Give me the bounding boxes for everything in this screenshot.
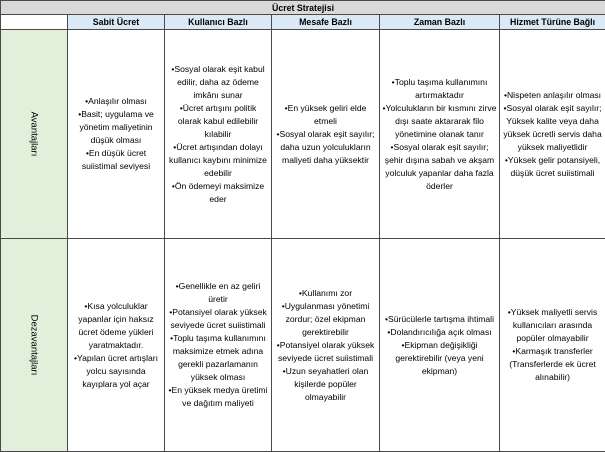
bullet-item: •Uygulanması yönetimi zordur; özel ekipman gerektirebilir [281, 300, 370, 337]
bullet-item: •Yolculukların bir kısmını zirve dışı saate aktararak filo yönetimine olanak tanır [382, 102, 497, 139]
bullet-item: •Genellikle en az geliri üretir [175, 281, 261, 304]
bullet-item: •Potansiyel olarak yüksek seviyede ücret suiistimali [169, 307, 267, 330]
table-cell [165, 239, 272, 452]
bullet-item: •Ücret artışını politik olarak kabul edilebilir kılabilir [177, 102, 259, 139]
bullet-item: •Yüksek maliyetli servis kullanıcıları arasında popüler olmayabilir [507, 307, 598, 343]
table-row-disadvantages [1, 239, 605, 452]
row-label-advantages: Avantajları [28, 111, 40, 157]
bullet-item: •Dolandırıcılığa açık olması [387, 326, 492, 337]
bullet-item: •Karmaşık transferler (Transferlerde ek ücret alınabilir) [509, 346, 596, 382]
bullet-item: •En düşük ücret suiistimal seviyesi [81, 148, 151, 171]
bullet-item: •Sosyal olarak eşit kabul edilir, daha az ödeme imkânı sunar [171, 63, 265, 100]
column-header-service: Hizmet Türüne Bağlı [500, 15, 605, 30]
row-label-disadvantages: Dezavantajları [28, 314, 40, 376]
table-cell [380, 239, 500, 452]
table-cell [272, 30, 380, 239]
bullet-item: •Ekipman değişikliği gerektirebilir (veya yeni ekipman) [395, 339, 484, 376]
bullet-item: •Sosyal olarak eşit sayılır; şehir dışına sabah ve akşam yolculuk yapanlar daha fazla öderler [384, 141, 495, 191]
bullet-item: •Yapılan ücret artışları yolcu sayısında kayıplara yol açar [73, 352, 159, 389]
bullet-item: •Ücret artışından dolayı kullanıcı kaybını minimize edebilir [169, 141, 267, 178]
bullet-item: •Ön ödemeyi maksimize eder [171, 180, 265, 204]
row-label-cell [1, 239, 68, 452]
column-header-time: Zaman Bazlı [380, 15, 500, 30]
bullet-item: •Sürücülerle tartışma ihtimali [384, 313, 495, 324]
bullet-item: •Nispeten anlaşılır olması [503, 89, 602, 100]
table-cell [500, 239, 605, 452]
corner-cell [1, 15, 68, 30]
table-cell [272, 239, 380, 452]
table-row-advantages [1, 30, 605, 239]
bullet-item: •Kullanımı zor [298, 287, 353, 298]
row-label-cell [1, 30, 68, 239]
bullet-item: •Anlaşılır olması [85, 96, 147, 106]
table-cell [380, 30, 500, 239]
table-cell [68, 30, 165, 239]
bullet-item: •Sosyal olarak eşit sayılır; daha uzun yolculukların maliyeti daha yüksektir [276, 128, 375, 165]
bullet-item: •En yüksek medya üretimi ve dağıtım maliyeti [168, 385, 268, 408]
bullet-item: •Basit; uygulama ve yönetim maliyetinin düşük olması [78, 109, 154, 145]
table-cell [68, 239, 165, 452]
column-header-fixed: Sabit Ücret [68, 15, 165, 30]
bullet-item: •En yüksek geliri elde etmeli [284, 102, 367, 126]
bullet-item: •Sosyal olarak eşit sayılır; Yüksek kalite veya daha yüksek ücretli servis daha yüksek maliyetlidir [503, 102, 602, 152]
table-title: Ücret Stratejisi [1, 1, 605, 15]
column-header-distance: Mesafe Bazlı [272, 15, 380, 30]
column-header-user: Kullanıcı Bazlı [165, 15, 272, 30]
bullet-item: •Yüksek gelir potansiyeli, düşük ücret suiistimali [504, 154, 601, 178]
bullet-item: •Toplu taşıma kullanımını maksimize etmek adına gerekli pazarlamanın yüksek olması [170, 333, 266, 382]
bullet-item: •Potansiyel olarak yüksek seviyede ücret suiistimali [276, 339, 375, 363]
table-cell [500, 30, 605, 239]
table-cell [165, 30, 272, 239]
bullet-item: •Toplu taşıma kullanımını artırmaktadır [391, 76, 488, 100]
bullet-item: •Kısa yolculuklar yapanlar için haksız ücret ödeme yükleri yaratmaktadır. [78, 300, 154, 350]
bullet-item: •Uzun seyahatleri olan kişilerde popüler olmayabilir [282, 365, 369, 402]
